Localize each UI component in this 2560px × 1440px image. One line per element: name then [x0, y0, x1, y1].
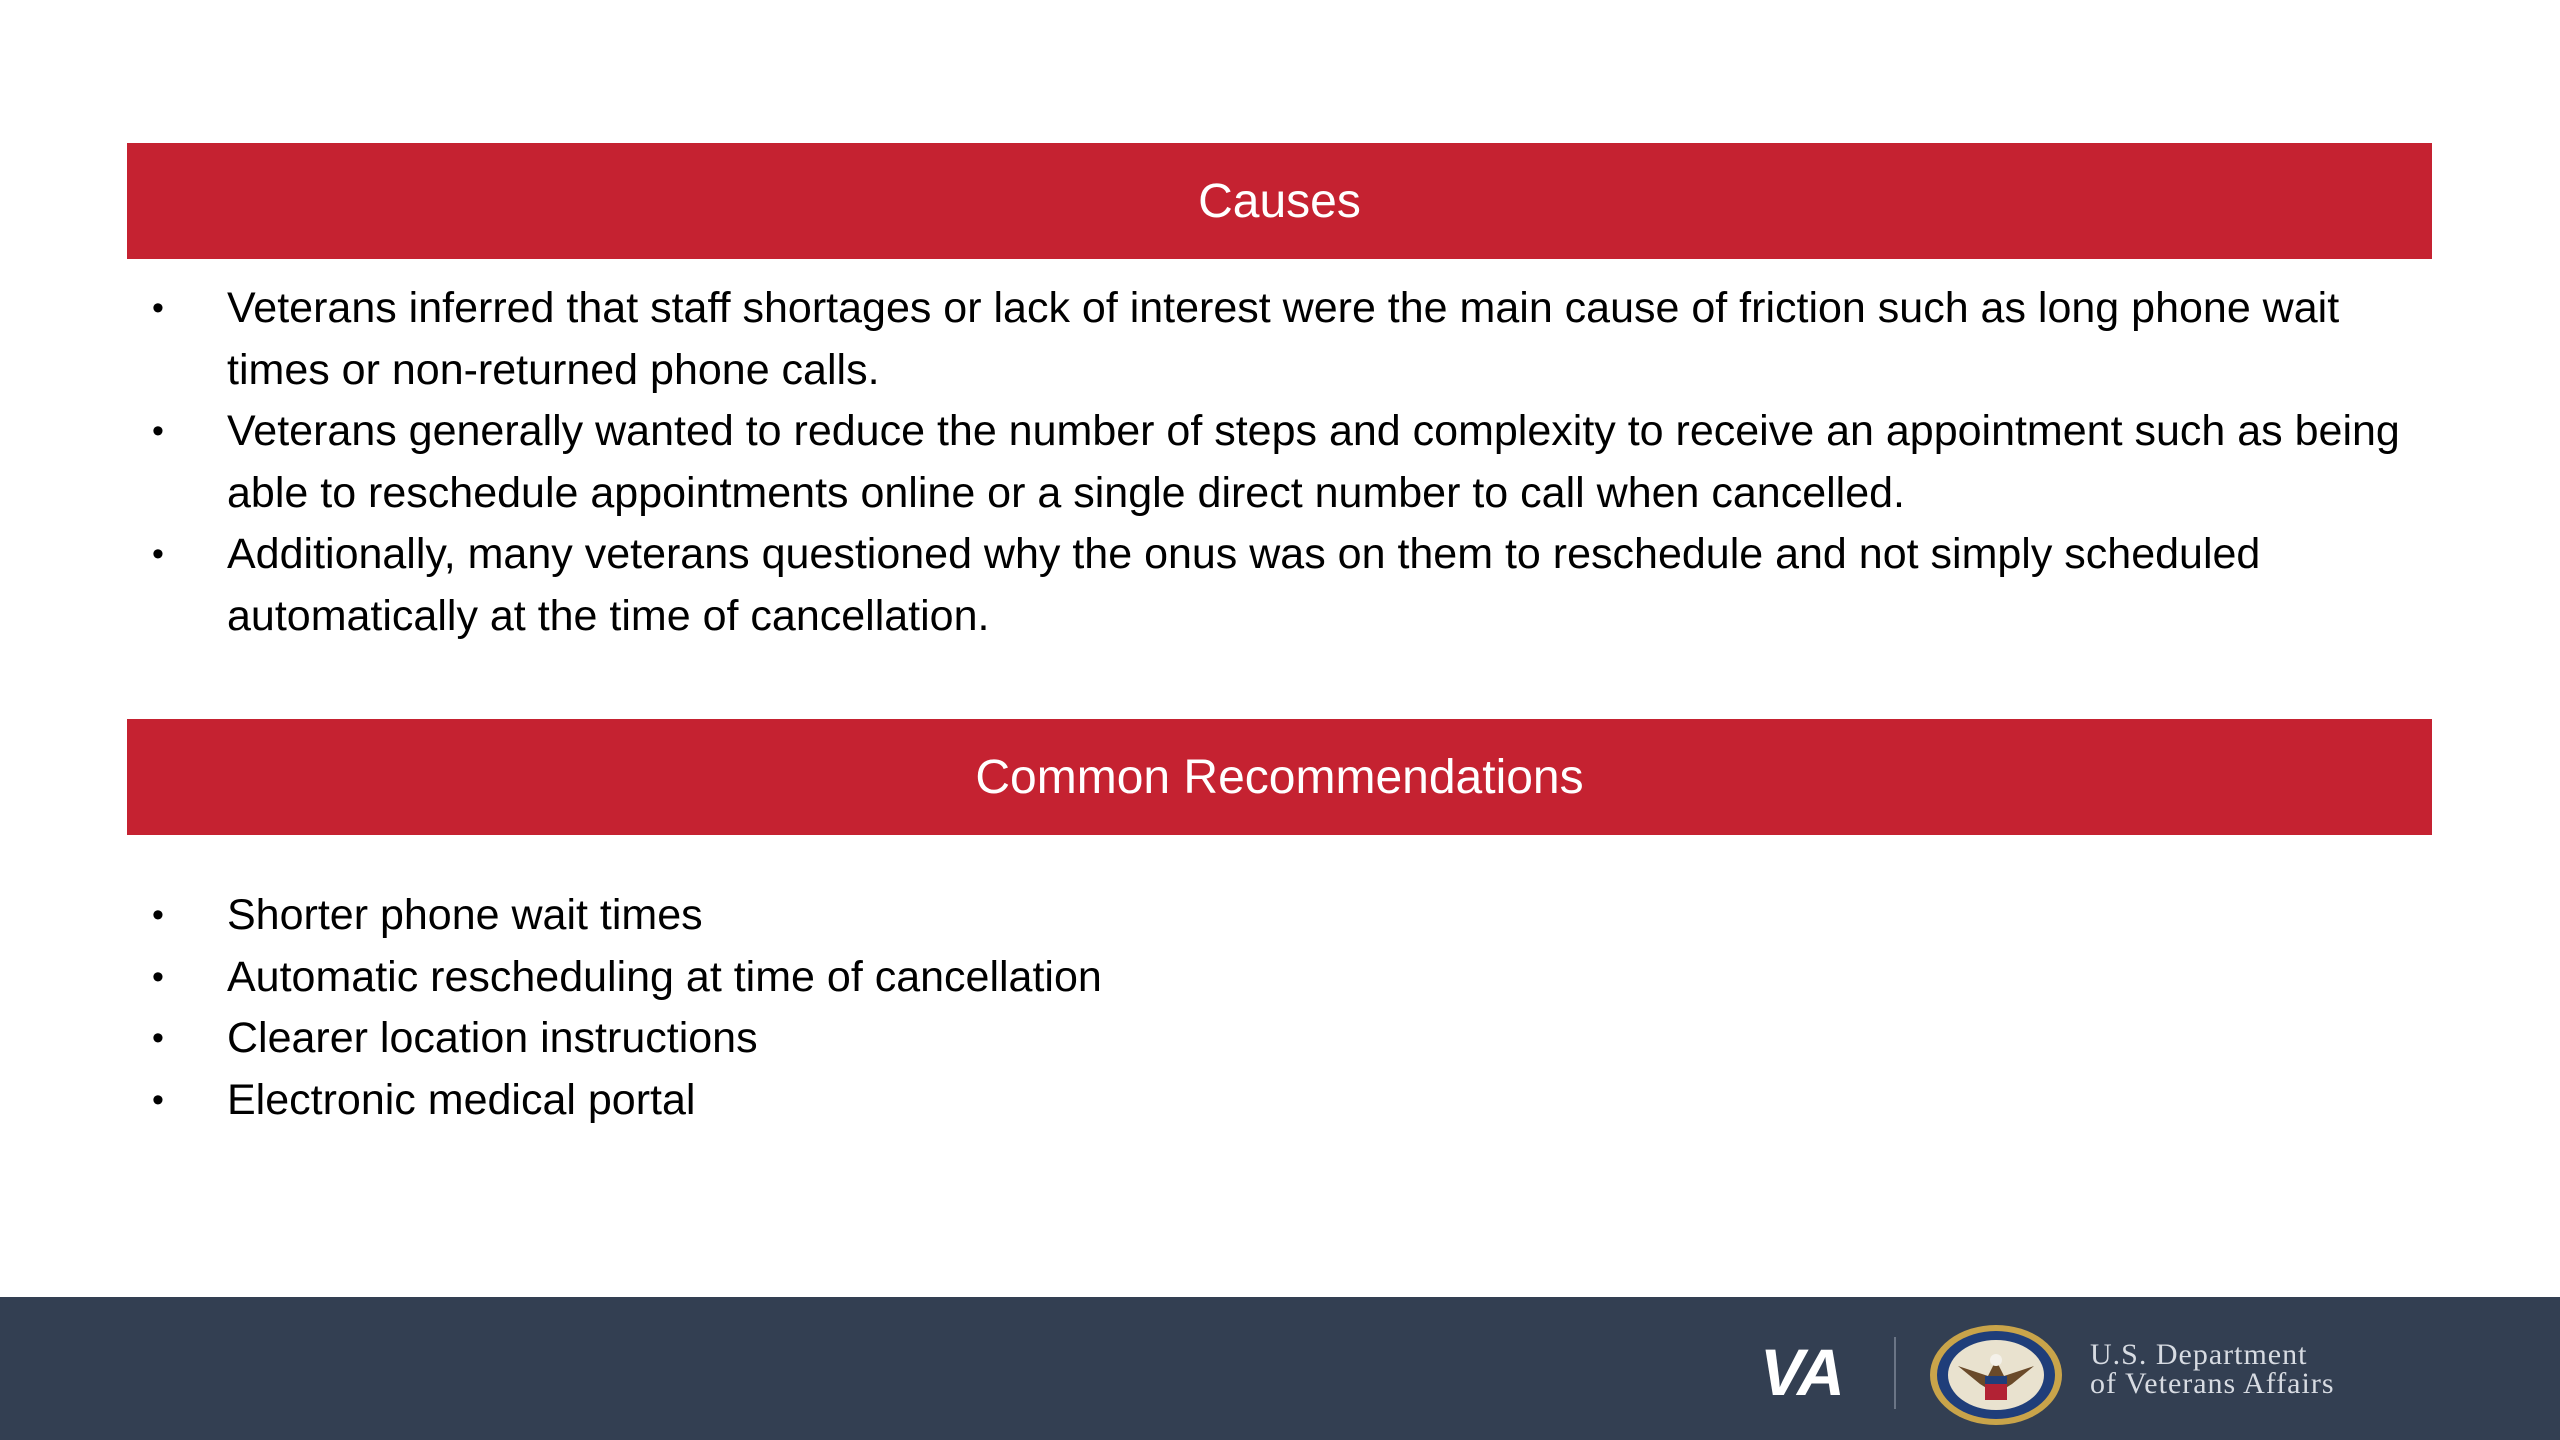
bullet-icon: • — [152, 957, 164, 996]
bullet-icon: • — [152, 535, 164, 573]
va-logo: VA — [1760, 1335, 1843, 1409]
causes-header — [127, 143, 2432, 259]
bullet-icon: • — [152, 1080, 164, 1119]
recommendations-list — [0, 885, 2560, 1131]
bullet-text: Electronic medical portal — [227, 1075, 696, 1124]
bullet-text: Clearer location instructions — [227, 1014, 758, 1062]
causes-list — [0, 278, 2560, 647]
list-item — [0, 1008, 2560, 1070]
recommendations-header — [127, 719, 2432, 835]
bullet-icon: • — [152, 289, 164, 327]
list-item — [0, 947, 2560, 1009]
list-item — [0, 278, 2560, 401]
causes-title: Causes — [1198, 174, 1361, 228]
bullet-text: Veterans generally wanted to reduce the number of steps and complexity to receive an appointment such as being able to reschedule appointments online or a single direct number to call when cancelled. — [227, 407, 2400, 517]
department-name — [2090, 1340, 2335, 1398]
bullet-text: Shorter phone wait times — [227, 891, 703, 939]
recommendations-title: Common Recommendations — [975, 750, 1584, 804]
bullet-text: Automatic rescheduling at time of cancellation — [227, 952, 1102, 1001]
list-item — [0, 1070, 2560, 1132]
list-item — [0, 885, 2560, 947]
department-line-2: of Veterans Affairs — [2090, 1367, 2335, 1400]
footer-divider — [1894, 1337, 1896, 1409]
bullet-text: Veterans inferred that staff shortages or lack of interest were the main cause of friction such as long phone wait times or non-returned phone calls. — [227, 284, 2340, 394]
bullet-icon: • — [152, 896, 164, 934]
list-item — [0, 524, 2560, 647]
va-seal-icon — [1928, 1324, 2064, 1426]
bullet-icon: • — [152, 412, 164, 450]
list-item — [0, 401, 2560, 524]
bullet-text: Additionally, many veterans questioned why the onus was on them to reschedule and not simply scheduled automatically at the time of cancellation. — [227, 530, 2261, 640]
department-line-1: U.S. Department — [2090, 1338, 2308, 1371]
bullet-icon: • — [152, 1019, 164, 1057]
